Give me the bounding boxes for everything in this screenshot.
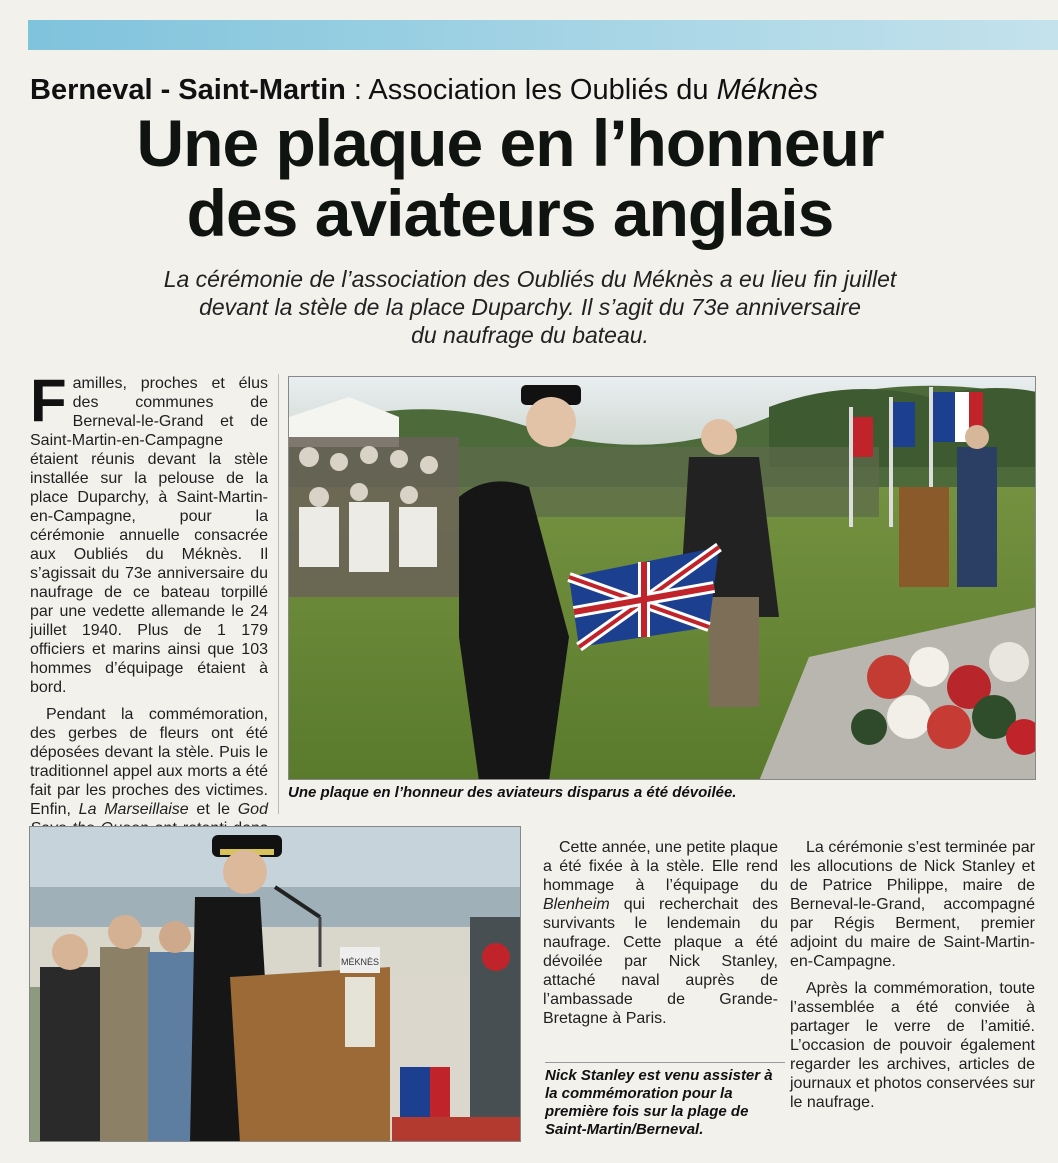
column1-paragraph-1 xyxy=(30,367,268,697)
headline-line-1: Une plaque en l’honneur xyxy=(136,106,884,180)
header-color-bar xyxy=(28,20,1058,50)
column1-paragraph-1-text: amilles, proches et élus des communes de Berneval-le-Grand et de Saint-Martin-en-Campagne étaient réunis devant la stèle installée sur la pelouse de la place Duparchy, à Saint-Martin-en-Campagne, pour la cérémonie annuelle consacrée aux Oubliés du Méknès. Il s’agissait du 73e anniversaire du naufrage de ce bateau torpillé par une vedette allemande le 24 juillet 1940. Plus de 1 179 officiers et marins ainsi que 103 hommes d’équipage étaient à bord. xyxy=(30,375,268,696)
article-column-3 xyxy=(790,838,1035,1120)
headline-line-2: des aviateurs anglais xyxy=(186,176,834,250)
article-headline xyxy=(60,108,960,248)
ceremony-photo xyxy=(288,376,1036,780)
standfirst-line-3: du naufrage du bateau. xyxy=(411,322,649,348)
column-divider xyxy=(278,374,279,814)
kicker-separator: : xyxy=(345,74,369,106)
aircraft-name: Blenheim xyxy=(543,896,610,913)
standfirst-line-1: La cérémonie de l’association des Oubliés du Méknès a eu lieu fin juillet xyxy=(163,266,897,292)
column3-paragraph-2: Après la commémoration, toute l’assemblée a été conviée à partager le verre de l’amitié. L’occasion de pouvoir également regarder les archives, articles de journaux et photos conservées sur le naufrage. xyxy=(790,980,1035,1111)
column1-paragraph-2-text: Pendant la commémoration, des gerbes de fleurs ont été déposées devant la stèle. Puis le traditionnel appel aux morts a été fait par les proches des victimes. Enfin, xyxy=(30,706,268,818)
anthem-god-save-the-queen: God xyxy=(237,801,268,818)
column3-paragraph-1: La cérémonie s’est terminée par les allocutions de Nick Stanley et de Patrice Philippe, maire de Berneval-le-Grand, accompagné par Régis Berment, premier adjoint du maire de Saint-Martin-en-Campagne. xyxy=(790,839,1035,970)
lectern-sign-text: MÉKNÈS xyxy=(340,957,380,967)
photo-caption-2: Nick Stanley est venu assister à la commémoration pour la première fois sur la plage de Saint-Martin/Berneval. xyxy=(545,1062,785,1139)
speaker-photo xyxy=(29,826,521,1142)
photo-caption-1: Une plaque en l’honneur des aviateurs disparus a été dévoilée. xyxy=(288,784,737,801)
column2-paragraph-1 xyxy=(543,838,778,1028)
article-column-1 xyxy=(30,367,268,884)
column1-paragraph-2-mid: et le xyxy=(188,801,238,818)
column2-paragraph-1-text-b: qui recherchait des survivants le lendemain du naufrage. Cette plaque a été dévoilée par Nick Stanley, attaché naval auprès de l’ambassade de Grande-Bretagne à Paris. xyxy=(543,896,778,1027)
kicker-place: Berneval - Saint-Martin xyxy=(30,74,346,106)
article-kicker xyxy=(30,72,930,108)
drop-cap: F xyxy=(30,367,67,434)
column2-paragraph-1-text-a: Cette année, une petite plaque a été fixée à la stèle. Elle rend hommage à l’équipage du xyxy=(543,839,778,894)
ceremony-photo-illustration xyxy=(289,377,1036,780)
article-column-2 xyxy=(543,838,778,1036)
kicker-association: Association les Oubliés du xyxy=(368,74,717,106)
standfirst-line-2: devant la stèle de la place Duparchy. Il s’agit du 73e anniversaire xyxy=(199,294,861,320)
kicker-ship-name: Méknès xyxy=(716,74,819,106)
article-standfirst xyxy=(40,265,1020,349)
anthem-marseillaise: La Marseillaise xyxy=(78,801,189,818)
speaker-photo-illustration xyxy=(30,827,521,1142)
